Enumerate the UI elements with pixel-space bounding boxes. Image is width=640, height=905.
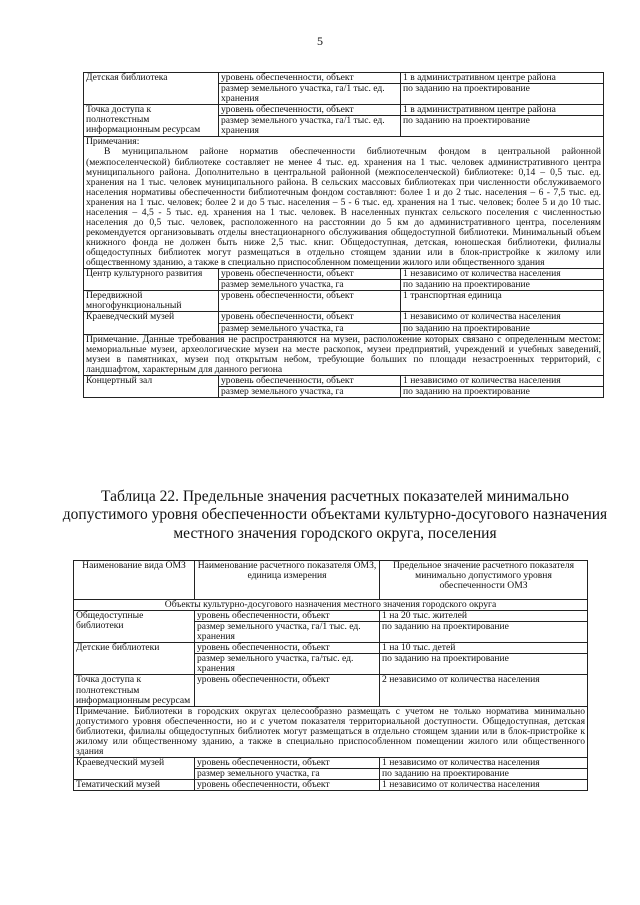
note-text: Примечание. Библиотеки в городских округах целесообразно размещать с учетом не только норматива минимально допустимого уровня обеспеченности, но и с учетом показателя территориальной доступности. Общедоступная, детская библиотеки, филиалы общедоступных библиотек могут размещаться в отдельно стоящем здании или в блок-пристройке к жилому или общественному зданию, а также в специально приспособленном помещении жилого или общественного здания — [76, 705, 585, 757]
table-row — [84, 312, 604, 323]
indicator-cell: уровень обеспеченности, объект — [195, 643, 380, 654]
note-text: В муниципальном районе норматив обеспеченности библиотечным фондом в центральной районной (межпоселенческой) библиотеке составляет не менее 4 тыс. ед. хранения на 1 тыс. человек административного центра муниципального района. Дополнительно в центральной районной (межпоселенческой) библиотеке: 0,14 – 0,5 тыс. ед. хранения на 1 тыс. человек муниципального района. В сельских массовых библиотеках при численности обслуживаемого населения нормативы обеспеченности библиотечным фондом составляют: более 1 и до 2 тыс. населения – 6 - 7,5 тыс. ед. хранения на 1 тыс. человек; более 2 и до 5 тыс. населения – 5 - 6 тыс. ед. хранения на 1 тыс. человек; более 5 и до 10 тыс. населения – 4,5 - 5 тыс. ед. хранения на 1 тыс. человек. В населенных пунктах сельского поселения с численностью населения до 0,5 тыс. человек, расположенного на расстоянии до 5 км до административного центра, поселениям рекомендуется организовывать отделы внестационарного обслуживания общедоступной библиотеки. Минимальный объем книжного фонда не должен быть ниже 2,5 тыс. книг. Общедоступная, детская, юношеская библиотеки, филиалы общедоступных библиотек могут размещаться в отдельно стоящем здании или в блок-пристройке к жилому или общественному зданию, а также в специально приспособленном помещении жилого или общественного здания — [86, 146, 601, 269]
table-header-row — [74, 561, 588, 600]
note-cell — [84, 334, 604, 375]
value-cell: 1 транспортная единица — [401, 291, 604, 312]
table-22 — [73, 560, 588, 791]
indicator-cell: уровень обеспеченности, объект — [219, 291, 401, 312]
header-limit-value: Предельное значение расчетного показателя минимально допустимого уровня обеспеченности ОМЗ — [380, 561, 588, 600]
table-row — [84, 269, 604, 280]
value-cell: по заданию на проектирование — [401, 280, 604, 291]
section-row — [74, 600, 588, 611]
table-row — [74, 675, 588, 706]
facility-name: Тематический музей — [74, 780, 195, 791]
value-cell: 1 независимо от количества населения — [401, 312, 604, 323]
indicator-cell: размер земельного участка, га — [219, 323, 401, 334]
value-cell: по заданию на проектирование — [380, 654, 588, 675]
value-cell: по заданию на проектирование — [380, 622, 588, 643]
page-number: 5 — [317, 34, 323, 48]
value-cell: по заданию на проектирование — [401, 386, 604, 397]
table-row — [84, 291, 604, 312]
facility-name: Концертный зал — [84, 375, 219, 397]
facility-name: Краеведческий музей — [84, 312, 219, 334]
value-cell: по заданию на проектирование — [401, 323, 604, 334]
section-title: Объекты культурно-досугового назначения местного значения городского округа — [74, 600, 588, 611]
indicator-cell: размер земельного участка, га/1 тыс. ед. хранения — [195, 622, 380, 643]
facility-name: Краеведческий музей — [74, 757, 195, 779]
value-cell: по заданию на проектирование — [401, 116, 604, 137]
table-row — [74, 780, 588, 791]
value-cell: по заданию на проектирование — [401, 84, 604, 105]
indicator-cell: размер земельного участка, га — [219, 386, 401, 397]
value-cell: 1 на 10 тыс. детей — [380, 643, 588, 654]
note-text: Примечания: — [86, 136, 140, 148]
facility-name: Детские библиотеки — [74, 643, 195, 675]
table-row — [84, 73, 604, 84]
facility-name: Точка доступа к полнотекстным информационным ресурсам — [84, 105, 219, 137]
table-row — [74, 611, 588, 622]
indicator-cell: уровень обеспеченности, объект — [219, 269, 401, 280]
table-row — [84, 105, 604, 116]
value-cell: 1 на 20 тыс. жителей — [380, 611, 588, 622]
indicator-cell: уровень обеспеченности, объект — [195, 757, 380, 768]
indicator-cell: уровень обеспеченности, объект — [195, 611, 380, 622]
header-indicator: Наименование расчетного показателя ОМЗ, единица измерения — [195, 561, 380, 600]
table-row — [74, 643, 588, 654]
value-cell: 1 в административном центре района — [401, 73, 604, 84]
indicator-cell: уровень обеспеченности, объект — [219, 105, 401, 116]
table-row — [84, 375, 604, 386]
indicator-cell: уровень обеспеченности, объект — [219, 375, 401, 386]
note-text: Примечание. Данные требования не распространяются на музеи, расположение которых связано с определенным местом: мемориальные музеи, археологические музеи на месте раскопок, музеи предприятий, учреждений и учебных заведений, музеи в памятниках, музеи под открытым небом, требующие больших по площади незастроенных территорий, с ландшафтом, характерным для данного региона — [86, 333, 601, 375]
indicator-cell: уровень обеспеченности, объект — [195, 675, 380, 706]
value-cell: 1 независимо от количества населения — [401, 269, 604, 280]
value-cell: 1 независимо от количества населения — [380, 757, 588, 768]
indicator-cell: размер земельного участка, га/1 тыс. ед. хранения — [219, 116, 401, 137]
note-row — [84, 334, 604, 375]
indicator-cell: уровень обеспеченности, объект — [195, 780, 380, 791]
indicator-cell: размер земельного участка, га/1 тыс. ед. хранения — [219, 84, 401, 105]
value-cell: по заданию на проектирование — [380, 769, 588, 780]
indicator-cell: уровень обеспеченности, объект — [219, 73, 401, 84]
indicator-cell: размер земельного участка, га/тыс. ед. хранения — [195, 654, 380, 675]
facility-name: Общедоступные библиотеки — [74, 611, 195, 643]
note-cell — [84, 137, 604, 269]
note-row — [84, 137, 604, 269]
indicator-cell: размер земельного участка, га — [219, 280, 401, 291]
value-cell: 1 в административном центре района — [401, 105, 604, 116]
indicator-cell: уровень обеспеченности, объект — [219, 312, 401, 323]
note-cell — [74, 706, 588, 757]
value-cell: 2 независимо от количества населения — [380, 675, 588, 706]
facility-name: Точка доступа к полнотекстным информационным ресурсам — [74, 675, 195, 706]
facility-name: Детская библиотека — [84, 73, 219, 105]
value-cell: 1 независимо от количества населения — [380, 780, 588, 791]
note-row — [74, 706, 588, 757]
value-cell: 1 независимо от количества населения — [401, 375, 604, 386]
table-library-norms-district — [83, 72, 604, 398]
table-row — [74, 757, 588, 768]
facility-name: Передвижной многофункциональный — [84, 291, 219, 312]
facility-name: Центр культурного развития — [84, 269, 219, 291]
indicator-cell: размер земельного участка, га — [195, 769, 380, 780]
table-22-title: Таблица 22. Предельные значения расчетных показателей минимально допустимого уровня обеспеченности объектами культурно-досугового назначения местного значения городского округа, поселения — [62, 488, 608, 542]
header-omz-type: Наименование вида ОМЗ — [74, 561, 195, 600]
